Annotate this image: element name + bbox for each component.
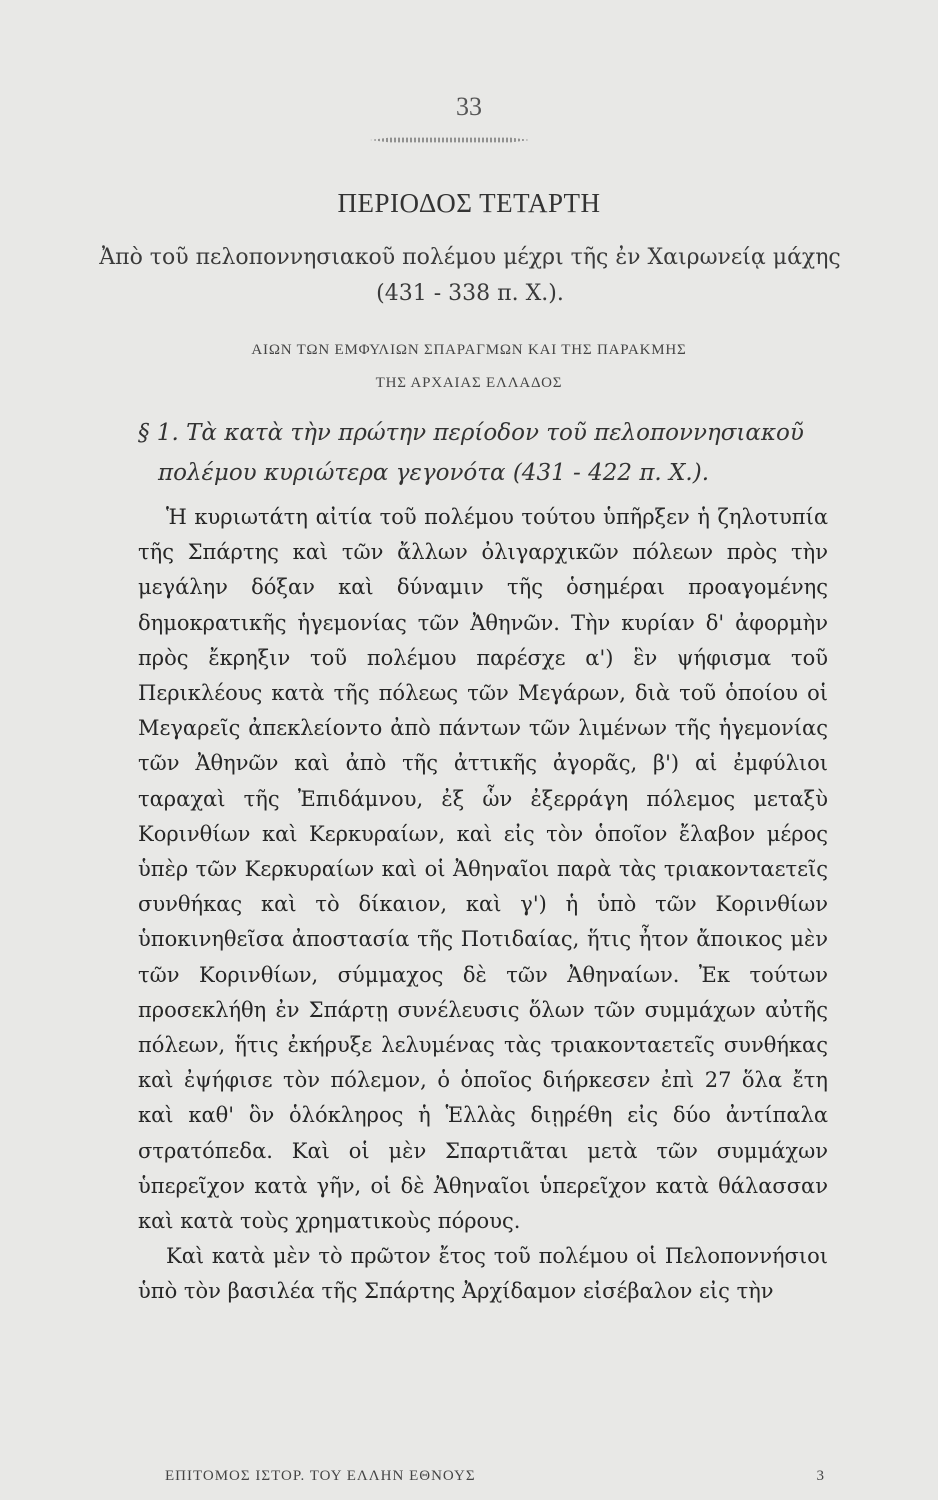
page-footer <box>165 1468 825 1485</box>
era-heading-line2: ΤΗΣ ΑΡΧΑΙΑΣ ΕΛΛΑΔΟΣ <box>375 375 563 391</box>
section-heading-line1: § 1. Τὰ κατὰ τὴν πρώτην περίοδον τοῦ πελοποννησιακοῦ <box>138 420 804 446</box>
header-ornament <box>370 136 530 144</box>
body-text <box>138 500 828 1310</box>
period-subtitle: Ἀπὸ τοῦ πελοποννησιακοῦ πολέμου μέχρι τῆς ἐν Χαιρωνείᾳ μάχης (431 - 338 π. Χ.). <box>99 245 841 306</box>
page-number: 33 <box>456 92 482 121</box>
era-heading <box>60 334 878 400</box>
period-title: ΠΕΡΙΟΔΟΣ ΤΕΤΑΡΤΗ <box>337 188 601 218</box>
footer-signature-mark: 3 <box>816 1468 825 1484</box>
paragraph-2: Καὶ κατὰ μὲν τὸ πρῶτον ἔτος τοῦ πολέμου οἱ Πελοποννήσιοι ὑπὸ τὸν βασιλέα τῆς Σπάρτης Ἀρχίδαμον εἰσέβαλον εἰς τὴν <box>138 1244 828 1304</box>
era-heading-line1: ΑΙΩΝ ΤΩΝ ΕΜΦΥΛΙΩΝ ΣΠΑΡΑΓΜΩΝ ΚΑΙ ΤΗΣ ΠΑΡΑΚΜΗΣ <box>251 342 687 358</box>
section-heading-line2: πολέμου κυριώτερα γεγονότα (431 - 422 π. Χ.). <box>158 460 710 486</box>
footer-book-title: ΕΠΙΤΟΜΟΣ ΙΣΤΟΡ. ΤΟΥ ΕΛΛΗΝ ΕΘΝΟΥΣ <box>165 1468 476 1484</box>
section-heading <box>138 413 838 493</box>
paragraph-1: Ἡ κυριωτάτη αἰτία τοῦ πολέμου τούτου ὑπῆρξεν ἡ ζηλοτυπία τῆς Σπάρτης καὶ τῶν ἄλλων ὀλιγαρχικῶν πόλεων πρὸς τὴν μεγάλην δόξαν καὶ δύναμιν τῆς ὁσημέραι προαγομένης δημοκρατικῆς ἡγεμονίας τῶν Ἀθηνῶν. Τὴν κυρίαν δ' ἀφορμὴν πρὸς ἔκρηξιν τοῦ πολέμου παρέσχε α') ἓν ψήφισμα τοῦ Περικλέους κατὰ τῆς πόλεως τῶν Μεγάρων, διὰ τοῦ ὁποίου οἱ Μεγαρεῖς ἀπεκλείοντο ἀπὸ πάντων τῶν λιμένων τῆς ἡγεμονίας τῶν Ἀθηνῶν καὶ ἀπὸ τῆς ἀττικῆς ἀγορᾶς, β') αἱ ἐμφύλιοι ταραχαὶ τῆς Ἐπιδάμνου, ἐξ ὧν ἐξερράγη πόλεμος μεταξὺ Κορινθίων καὶ Κερκυραίων, καὶ εἰς τὸν ὁποῖον ἔλαβον μέρος ὑπὲρ τῶν Κερκυραίων καὶ οἱ Ἀθηναῖοι παρὰ τὰς τριακονταετεῖς συνθήκας καὶ τὸ δίκαιον, καὶ γ') ἡ ὑπὸ τῶν Κορινθίων ὑποκινηθεῖσα ἀποστασία τῆς Ποτιδαίας, ἥτις ἦτον ἄποικος μὲν τῶν Κορινθίων, σύμμαχος δὲ τῶν Ἀθηναίων. Ἐκ τούτων προσεκλήθη ἐν Σπάρτῃ συνέλευσις ὅλων τῶν συμμάχων αὐτῆς πόλεων, ἥτις ἐκήρυξε λελυμένας τὰς τριακονταετεῖς συνθήκας καὶ ἐψήφισε τὸν πόλεμον, ὁ ὁποῖος διήρκεσεν ἐπὶ 27 ὅλα ἔτη καὶ καθ' ὃν ὁλόκληρος ἡ Ἑλλὰς διῃρέθη εἰς δύο ἀντίπαλα στρατόπεδα. Καὶ οἱ μὲν Σπαρτιᾶται μετὰ τῶν συμμάχων ὑπερεῖχον κατὰ γῆν, οἱ δὲ Ἀθηναῖοι ὑπερεῖχον κατὰ θάλασσαν καὶ κατὰ τοὺς χρηματικοὺς πόρους. <box>138 505 828 1234</box>
